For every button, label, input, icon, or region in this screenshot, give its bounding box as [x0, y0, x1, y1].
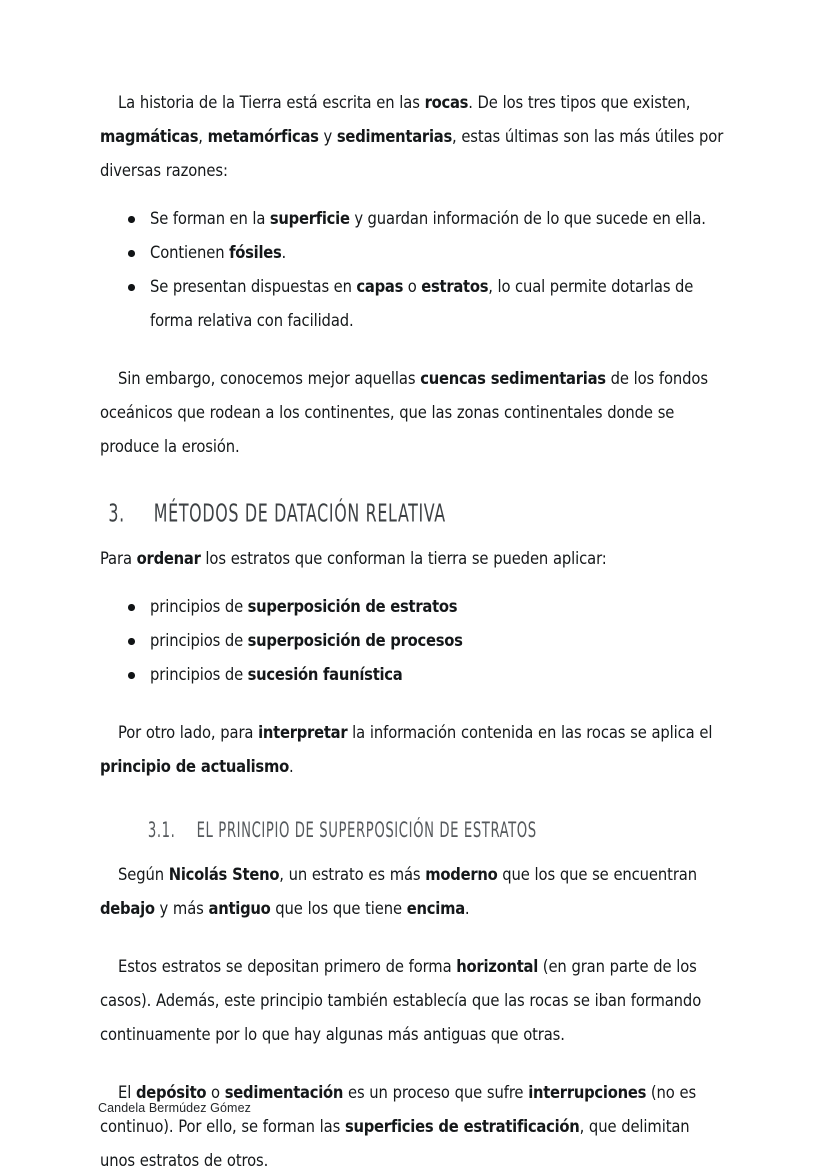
text-run: Contienen — [150, 243, 230, 262]
bold-term: encima — [406, 899, 465, 918]
bullet-icon — [128, 284, 135, 291]
bold-term: horizontal — [456, 957, 539, 976]
sedimentary-basins-paragraph — [100, 362, 728, 464]
heading-metodos-datacion-relativa — [100, 495, 628, 530]
text-run: o — [403, 277, 422, 296]
bullet-icon — [128, 250, 135, 257]
bullet-icon — [128, 638, 135, 645]
text-run: Se forman en la — [150, 209, 270, 228]
text-run: (no es continuo). Por ello, se forman las — [100, 1083, 697, 1136]
bold-term: principio de actualismo — [100, 757, 289, 776]
bold-term: superposición de procesos — [247, 631, 463, 650]
steno-paragraph — [100, 858, 728, 926]
text-run: Estos estratos se depositan primero de forma — [118, 957, 457, 976]
text-run: . — [281, 243, 287, 262]
intro-paragraph — [100, 86, 728, 188]
text-run: y guardan información de lo que sucede en ella. — [349, 209, 706, 228]
vertical-spacer — [100, 576, 728, 590]
list-item — [100, 624, 728, 658]
text-run: principios de — [150, 631, 248, 650]
bold-term: debajo — [100, 899, 155, 918]
ordenar-estratos-paragraph — [100, 542, 728, 576]
vertical-spacer — [100, 188, 728, 202]
text-run: El — [118, 1083, 136, 1102]
bold-term: superposición de estratos — [247, 597, 458, 616]
text-run: (en gran parte de los casos). Además, este principio también establecía que las rocas se iban formando continuamente por lo que hay algunas más antiguas que otras. — [100, 957, 702, 1044]
heading-title: EL PRINCIPIO DE SUPERPOSICIÓN DE ESTRATOS — [196, 819, 537, 843]
text-run: Sin embargo, conocemos mejor aquellas — [118, 369, 421, 388]
sedimentary-reasons-list — [100, 202, 728, 338]
list-item — [100, 590, 728, 624]
text-run: principios de — [150, 665, 248, 684]
vertical-spacer — [100, 464, 728, 498]
bullet-icon — [128, 672, 135, 679]
deposito-sedimentacion-paragraph — [100, 1076, 728, 1169]
bold-term: interpretar — [258, 723, 348, 742]
vertical-spacer — [100, 1052, 728, 1076]
vertical-spacer — [100, 692, 728, 716]
text-run: que los que se encuentran — [497, 865, 697, 884]
text-run: . — [464, 899, 470, 918]
text-run: , un estrato es más — [279, 865, 426, 884]
bold-term: fósiles — [229, 243, 282, 262]
actualismo-paragraph — [100, 716, 728, 784]
text-run: y — [318, 127, 337, 146]
bold-term: metamórficas — [207, 127, 319, 146]
horizontal-deposition-paragraph — [100, 950, 728, 1052]
text-run: . — [288, 757, 294, 776]
text-run: , lo cual permite dotarlas de forma relativa con facilidad. — [150, 277, 694, 330]
heading-principio-superposicion-estratos — [100, 815, 628, 846]
footer-author: Candela Bermúdez Gómez — [98, 1101, 251, 1115]
text-run: la información contenida en las rocas se aplica el — [347, 723, 713, 742]
bold-term: ordenar — [136, 549, 201, 568]
list-item — [100, 270, 728, 338]
bold-term: superficie — [269, 209, 350, 228]
bold-term: capas — [356, 277, 404, 296]
bold-term: sucesión faunística — [247, 665, 403, 684]
bold-term: superficies de estratificación — [344, 1117, 580, 1136]
vertical-spacer — [100, 338, 728, 362]
list-item — [100, 202, 728, 236]
bold-term: antiguo — [208, 899, 271, 918]
text-run: Se presentan dispuestas en — [150, 277, 357, 296]
heading-number: 3. — [108, 498, 125, 528]
vertical-spacer — [100, 926, 728, 950]
heading-number: 3.1. — [147, 819, 176, 843]
text-run: La historia de la Tierra está escrita en las — [118, 93, 425, 112]
text-run: , que delimitan unos estratos de otros. — [100, 1117, 690, 1169]
bold-term: sedimentación — [224, 1083, 344, 1102]
bullet-icon — [128, 604, 135, 611]
bold-term: Nicolás Steno — [168, 865, 280, 884]
list-item — [100, 236, 728, 270]
bold-term: depósito — [136, 1083, 207, 1102]
bold-term: moderno — [425, 865, 498, 884]
vertical-spacer — [100, 784, 728, 818]
document-body — [100, 86, 728, 1169]
list-item — [100, 658, 728, 692]
bold-term: magmáticas — [100, 127, 199, 146]
bold-term: cuencas sedimentarias — [420, 369, 606, 388]
bold-term: rocas — [424, 93, 469, 112]
bold-term: sedimentarias — [336, 127, 452, 146]
bullet-icon — [128, 216, 135, 223]
text-run: , estas últimas son las más útiles por diversas razones: — [100, 127, 724, 180]
text-run: . De los tres tipos que existen, — [468, 93, 691, 112]
bold-term: estratos — [421, 277, 489, 296]
text-run: , — [198, 127, 208, 146]
text-run: que los que tiene — [270, 899, 407, 918]
text-run: principios de — [150, 597, 248, 616]
principios-list — [100, 590, 728, 692]
text-run: los estratos que conforman la tierra se pueden aplicar: — [200, 549, 607, 568]
text-run: es un proceso que sufre — [343, 1083, 529, 1102]
text-run: Según — [118, 865, 169, 884]
bold-term: interrupciones — [528, 1083, 647, 1102]
heading-title: MÉTODOS DE DATACIÓN RELATIVA — [153, 498, 446, 528]
text-run: Por otro lado, para — [118, 723, 259, 742]
text-run: o — [206, 1083, 225, 1102]
text-run: Para — [100, 549, 137, 568]
text-run: y más — [154, 899, 209, 918]
text-run: de los fondos oceánicos que rodean a los continentes, que las zonas continentales donde se produce la erosión. — [100, 369, 708, 456]
